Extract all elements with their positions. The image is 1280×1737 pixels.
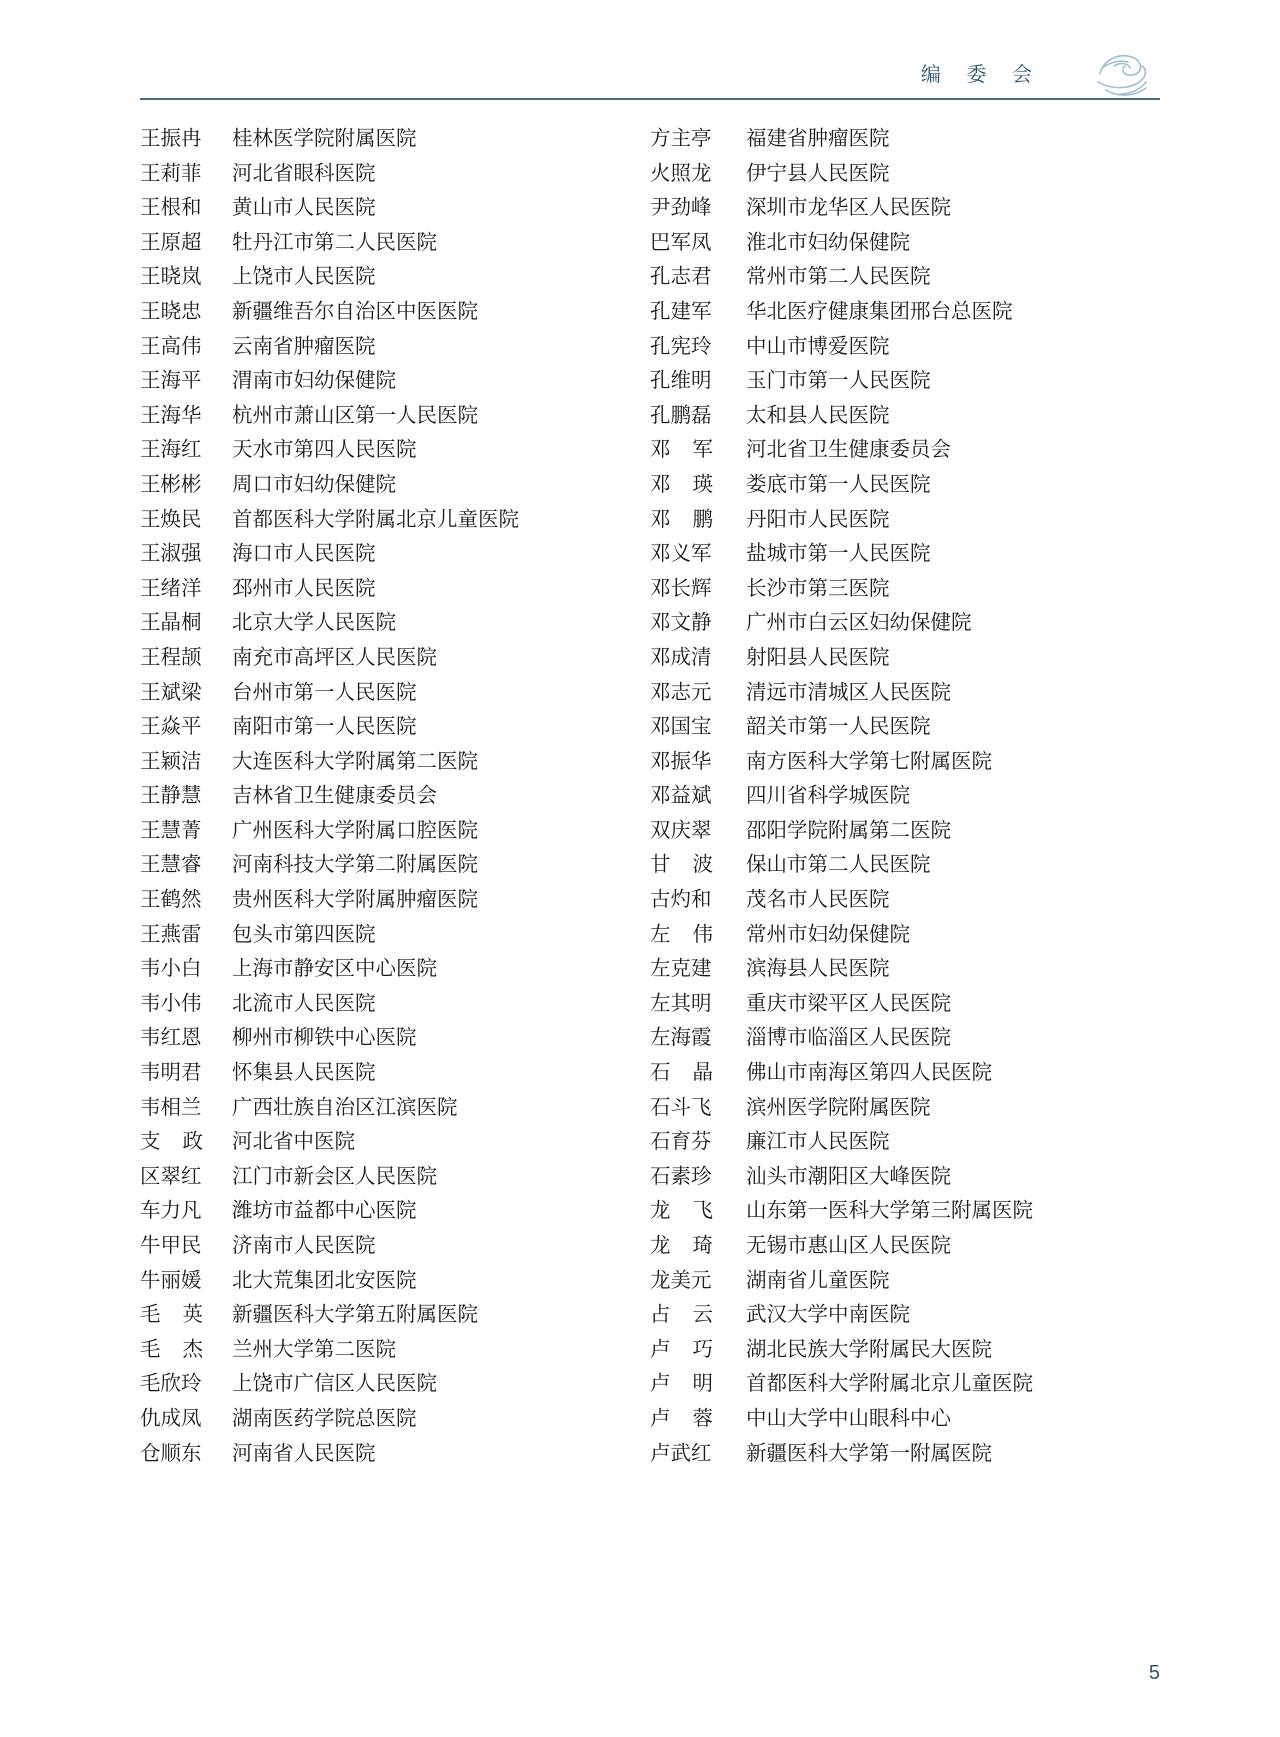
person-organization: 新疆维吾尔自治区中医医院 — [232, 300, 478, 323]
person-name: 邓义军 — [650, 543, 712, 566]
roster-entry — [140, 122, 650, 157]
person-organization: 无锡市惠山区人民医院 — [746, 1235, 951, 1257]
person-name: 邓长辉 — [650, 577, 712, 600]
person-name: 支 政 — [140, 1131, 203, 1154]
person-organization: 怀集县人民医院 — [232, 1062, 376, 1085]
person-name: 孔志君 — [650, 266, 712, 289]
roster-entry — [650, 1333, 1160, 1368]
roster-entry — [140, 399, 650, 434]
person-name: 孔鹏磊 — [650, 404, 712, 427]
roster-entry — [140, 1264, 650, 1299]
person-organization: 伊宁县人民医院 — [746, 162, 890, 185]
person-organization: 山东第一医科大学第三附属医院 — [746, 1200, 1033, 1223]
roster-entry — [650, 122, 1160, 157]
roster-entry — [650, 1056, 1160, 1091]
roster-entry — [140, 364, 650, 399]
person-organization: 湖南医药学院总医院 — [232, 1407, 417, 1430]
person-organization: 南充市高坪区人民医院 — [232, 646, 437, 669]
person-name: 王焕民 — [140, 508, 202, 531]
roster-entry — [140, 814, 650, 849]
roster-entry — [650, 1298, 1160, 1333]
person-name: 韦小白 — [140, 958, 202, 981]
person-organization: 淄博市临淄区人民医院 — [746, 1027, 951, 1050]
roster-entry — [140, 433, 650, 468]
roster-entry — [140, 572, 650, 607]
person-name: 王莉菲 — [140, 162, 202, 185]
person-organization: 河南科技大学第二附属医院 — [232, 854, 478, 877]
roster-entry — [650, 537, 1160, 572]
person-name: 石斗飞 — [650, 1096, 712, 1119]
person-name: 车力凡 — [140, 1200, 202, 1223]
person-name: 石育芬 — [650, 1131, 712, 1154]
person-name: 卢 明 — [650, 1373, 713, 1396]
decorative-swirl-icon — [1090, 44, 1160, 106]
roster-entry — [140, 191, 650, 226]
roster-entry — [650, 1091, 1160, 1126]
roster-entry — [650, 433, 1160, 468]
roster-entry — [650, 1402, 1160, 1437]
person-name: 邓 鹏 — [650, 508, 713, 531]
person-name: 韦小伟 — [140, 992, 202, 1015]
person-organization: 天水市第四人民医院 — [232, 439, 417, 462]
roster-entry — [650, 779, 1160, 814]
person-name: 毛 杰 — [140, 1338, 203, 1361]
person-organization: 保山市第二人民医院 — [746, 854, 931, 877]
person-name: 王海平 — [140, 370, 202, 393]
person-organization: 中山大学中山眼科中心 — [746, 1407, 951, 1430]
person-name: 左海霞 — [650, 1027, 712, 1050]
person-name: 王海华 — [140, 404, 202, 427]
person-name: 王绪洋 — [140, 577, 202, 600]
header-divider — [140, 98, 1160, 100]
person-organization: 云南省肿瘤医院 — [232, 335, 376, 358]
person-name: 王高伟 — [140, 335, 202, 358]
roster-entry — [140, 1091, 650, 1126]
editorial-board-roster — [140, 122, 1160, 1617]
person-name: 孔维明 — [650, 370, 712, 393]
person-organization: 武汉大学中南医院 — [746, 1304, 910, 1327]
roster-entry — [140, 295, 650, 330]
person-organization: 柳州市柳铁中心医院 — [232, 1027, 417, 1050]
roster-entry — [140, 918, 650, 953]
roster-entry — [650, 710, 1160, 745]
roster-entry — [140, 330, 650, 365]
person-name: 王彬彬 — [140, 473, 202, 496]
person-organization: 湖南省儿童医院 — [746, 1269, 890, 1292]
person-organization: 兰州大学第二医院 — [232, 1338, 396, 1361]
person-organization: 桂林医学院附属医院 — [232, 128, 417, 150]
person-name: 邓 军 — [650, 439, 713, 462]
person-organization: 盐城市第一人民医院 — [746, 543, 931, 566]
roster-entry — [140, 260, 650, 295]
person-name: 邓 瑛 — [650, 473, 713, 496]
person-name: 石 晶 — [650, 1062, 713, 1085]
person-name: 甘 波 — [650, 854, 713, 877]
person-name: 王静慧 — [140, 785, 202, 808]
person-name: 火照龙 — [650, 162, 712, 185]
person-organization: 新疆医科大学第五附属医院 — [232, 1304, 478, 1327]
person-name: 孔建军 — [650, 300, 712, 323]
person-organization: 贵州医科大学附属肿瘤医院 — [232, 889, 478, 912]
person-name: 尹劲峰 — [650, 197, 712, 220]
roster-entry — [140, 1056, 650, 1091]
person-organization: 河北省眼科医院 — [232, 162, 376, 185]
person-organization: 周口市妇幼保健院 — [232, 473, 396, 496]
person-organization: 茂名市人民医院 — [746, 889, 890, 912]
person-name: 王海红 — [140, 439, 202, 462]
roster-entry — [650, 1125, 1160, 1160]
person-name: 王慧菁 — [140, 819, 202, 842]
person-name: 仇成凤 — [140, 1407, 202, 1430]
person-name: 卢武红 — [650, 1442, 712, 1465]
roster-entry — [650, 330, 1160, 365]
person-organization: 邵阳学院附属第二医院 — [746, 819, 951, 842]
person-name: 龙美元 — [650, 1269, 712, 1292]
person-name: 左 伟 — [650, 923, 713, 946]
person-organization: 杭州市萧山区第一人民医院 — [232, 404, 478, 427]
person-organization: 深圳市龙华区人民医院 — [746, 197, 951, 220]
roster-entry — [650, 399, 1160, 434]
person-name: 韦红恩 — [140, 1027, 202, 1050]
person-organization: 常州市妇幼保健院 — [746, 923, 910, 946]
person-organization: 邳州市人民医院 — [232, 577, 376, 600]
person-organization: 河北省卫生健康委员会 — [746, 439, 951, 462]
roster-entry — [650, 1264, 1160, 1299]
roster-entry — [650, 918, 1160, 953]
person-name: 王焱平 — [140, 716, 202, 739]
person-organization: 常州市第二人民医院 — [746, 266, 931, 289]
person-organization: 佛山市南海区第四人民医院 — [746, 1062, 992, 1085]
roster-entry — [650, 1194, 1160, 1229]
person-name: 古灼和 — [650, 889, 712, 912]
roster-entry — [650, 191, 1160, 226]
person-organization: 吉林省卫生健康委员会 — [232, 785, 437, 808]
page-number: 5 — [1148, 1662, 1160, 1684]
person-organization: 中山市博爱医院 — [746, 335, 890, 358]
person-organization: 滨州医学院附属医院 — [746, 1096, 931, 1119]
roster-entry — [140, 226, 650, 261]
person-name: 孔宪玲 — [650, 335, 712, 358]
person-name: 左克建 — [650, 958, 712, 981]
person-name: 区翠红 — [140, 1165, 202, 1188]
roster-entry — [140, 157, 650, 192]
person-name: 仓顺东 — [140, 1442, 202, 1465]
roster-entry — [650, 883, 1160, 918]
person-organization: 新疆医科大学第一附属医院 — [746, 1442, 992, 1465]
person-organization: 清远市清城区人民医院 — [746, 681, 951, 704]
person-organization: 济南市人民医院 — [232, 1235, 376, 1257]
roster-entry — [650, 952, 1160, 987]
person-organization: 包头市第四医院 — [232, 923, 376, 946]
roster-entry — [140, 1021, 650, 1056]
person-organization: 广州医科大学附属口腔医院 — [232, 819, 478, 842]
roster-entry — [140, 745, 650, 780]
person-organization: 上饶市人民医院 — [232, 266, 376, 289]
person-name: 韦明君 — [140, 1062, 202, 1085]
person-organization: 潍坊市益都中心医院 — [232, 1200, 417, 1223]
roster-entry — [650, 572, 1160, 607]
roster-entry — [650, 503, 1160, 538]
roster-entry — [650, 676, 1160, 711]
roster-entry — [650, 814, 1160, 849]
person-name: 邓文静 — [650, 612, 712, 635]
person-organization: 南方医科大学第七附属医院 — [746, 750, 992, 773]
person-organization: 韶关市第一人民医院 — [746, 716, 931, 739]
roster-entry — [140, 606, 650, 641]
person-organization: 滨海县人民医院 — [746, 958, 890, 981]
person-name: 王振冉 — [140, 128, 202, 150]
person-name: 左其明 — [650, 992, 712, 1015]
roster-entry — [650, 226, 1160, 261]
person-name: 邓振华 — [650, 750, 712, 773]
person-organization: 汕头市潮阳区大峰医院 — [746, 1165, 951, 1188]
person-name: 邓志元 — [650, 681, 712, 704]
person-name: 王斌梁 — [140, 681, 202, 704]
roster-entry — [650, 468, 1160, 503]
person-name: 王燕雷 — [140, 923, 202, 946]
person-name: 石素珍 — [650, 1165, 712, 1188]
person-name: 王根和 — [140, 197, 202, 220]
person-organization: 丹阳市人民医院 — [746, 508, 890, 531]
roster-entry — [650, 606, 1160, 641]
roster-entry — [140, 952, 650, 987]
person-name: 王原超 — [140, 231, 202, 254]
person-name: 毛欣玲 — [140, 1373, 202, 1396]
person-organization: 渭南市妇幼保健院 — [232, 370, 396, 393]
roster-entry — [140, 1333, 650, 1368]
person-name: 双庆翠 — [650, 819, 712, 842]
roster-entry — [140, 641, 650, 676]
person-organization: 上饶市广信区人民医院 — [232, 1373, 437, 1396]
person-name: 卢 蓉 — [650, 1407, 713, 1430]
person-organization: 海口市人民医院 — [232, 543, 376, 566]
person-organization: 北大荒集团北安医院 — [232, 1269, 417, 1292]
roster-entry — [140, 883, 650, 918]
person-organization: 福建省肿瘤医院 — [746, 128, 890, 150]
person-name: 邓成清 — [650, 646, 712, 669]
person-organization: 广州市白云区妇幼保健院 — [746, 612, 972, 635]
roster-entry — [140, 779, 650, 814]
person-organization: 廉江市人民医院 — [746, 1131, 890, 1154]
roster-entry — [140, 503, 650, 538]
person-name: 王颖洁 — [140, 750, 202, 773]
roster-entry — [650, 260, 1160, 295]
roster-entry — [140, 710, 650, 745]
person-name: 方主亭 — [650, 128, 712, 150]
roster-entry — [140, 1229, 650, 1264]
person-name: 巴军凤 — [650, 231, 712, 254]
person-name: 卢 巧 — [650, 1338, 713, 1361]
person-name: 毛 英 — [140, 1304, 203, 1327]
person-name: 韦相兰 — [140, 1096, 202, 1119]
roster-entry — [650, 641, 1160, 676]
person-organization: 湖北民族大学附属民大医院 — [746, 1338, 992, 1361]
person-organization: 牡丹江市第二人民医院 — [232, 231, 437, 254]
roster-entry — [140, 537, 650, 572]
person-organization: 南阳市第一人民医院 — [232, 716, 417, 739]
person-name: 邓益斌 — [650, 785, 712, 808]
roster-entry — [140, 1125, 650, 1160]
roster-entry — [140, 987, 650, 1022]
roster-entry — [140, 1437, 650, 1472]
person-organization: 四川省科学城医院 — [746, 785, 910, 808]
person-organization: 重庆市梁平区人民医院 — [746, 992, 951, 1015]
person-organization: 首都医科大学附属北京儿童医院 — [232, 508, 519, 531]
roster-entry — [650, 157, 1160, 192]
person-organization: 北京大学人民医院 — [232, 612, 396, 635]
roster-entry — [650, 1021, 1160, 1056]
person-organization: 台州市第一人民医院 — [232, 681, 417, 704]
person-organization: 河北省中医院 — [232, 1131, 355, 1154]
person-name: 王晓岚 — [140, 266, 202, 289]
person-organization: 江门市新会区人民医院 — [232, 1165, 437, 1188]
person-organization: 河南省人民医院 — [232, 1442, 376, 1465]
person-name: 王晶桐 — [140, 612, 202, 635]
person-organization: 广西壮族自治区江滨医院 — [232, 1096, 458, 1119]
roster-entry — [140, 1160, 650, 1195]
person-organization: 太和县人民医院 — [746, 404, 890, 427]
person-organization: 长沙市第三医院 — [746, 577, 890, 600]
roster-entry — [650, 848, 1160, 883]
person-name: 王程颉 — [140, 646, 202, 669]
person-name: 龙 琦 — [650, 1235, 713, 1257]
person-name: 龙 飞 — [650, 1200, 713, 1223]
roster-entry — [140, 1402, 650, 1437]
roster-entry — [140, 1298, 650, 1333]
person-organization: 玉门市第一人民医院 — [746, 370, 931, 393]
roster-entry — [650, 1367, 1160, 1402]
roster-entry — [650, 1160, 1160, 1195]
person-name: 牛甲民 — [140, 1235, 202, 1257]
person-name: 王慧睿 — [140, 854, 202, 877]
header-title: 编 委 会 — [920, 64, 1042, 86]
roster-entry — [650, 745, 1160, 780]
person-name: 牛丽媛 — [140, 1269, 202, 1292]
person-organization: 黄山市人民医院 — [232, 197, 376, 220]
page-header — [140, 52, 1160, 104]
person-organization: 射阳县人民医院 — [746, 646, 890, 669]
person-name: 王鹤然 — [140, 889, 202, 912]
roster-entry — [140, 1194, 650, 1229]
roster-entry — [650, 364, 1160, 399]
person-organization: 上海市静安区中心医院 — [232, 958, 437, 981]
person-name: 王晓忠 — [140, 300, 202, 323]
person-name: 占 云 — [650, 1304, 713, 1327]
person-organization: 大连医科大学附属第二医院 — [232, 750, 478, 773]
person-organization: 淮北市妇幼保健院 — [746, 231, 910, 254]
person-organization: 首都医科大学附属北京儿童医院 — [746, 1373, 1033, 1396]
roster-entry — [140, 676, 650, 711]
roster-entry — [140, 1367, 650, 1402]
person-organization: 娄底市第一人民医院 — [746, 473, 931, 496]
person-name: 邓国宝 — [650, 716, 712, 739]
roster-entry — [650, 1437, 1160, 1472]
person-name: 王淑强 — [140, 543, 202, 566]
roster-entry — [140, 468, 650, 503]
roster-entry — [140, 848, 650, 883]
roster-column-left — [140, 122, 650, 1471]
person-organization: 北流市人民医院 — [232, 992, 376, 1015]
roster-column-right — [650, 122, 1160, 1471]
person-organization: 华北医疗健康集团邢台总医院 — [746, 300, 1013, 323]
roster-entry — [650, 987, 1160, 1022]
roster-entry — [650, 295, 1160, 330]
roster-entry — [650, 1229, 1160, 1264]
